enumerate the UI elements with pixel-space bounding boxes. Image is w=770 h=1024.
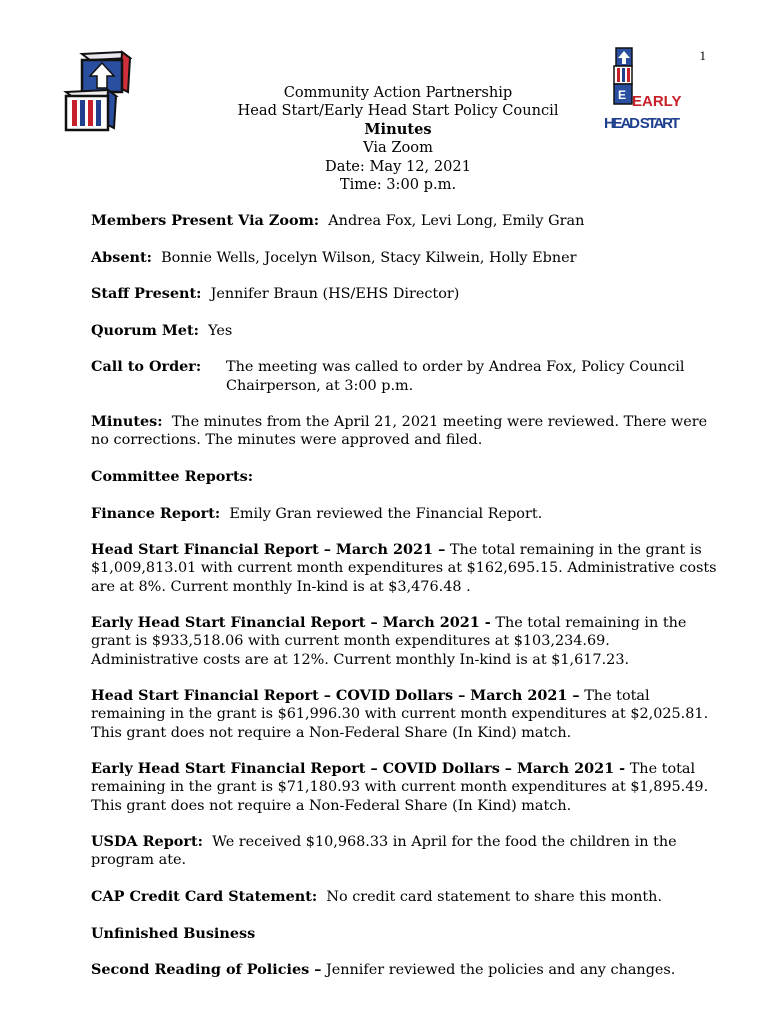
document-title: Minutes	[364, 120, 432, 138]
minutes-review: Minutes: The minutes from the April 21, 2021 meeting were reviewed. There were no corrections. The minutes were approved and filed.	[91, 413, 708, 449]
hs-financial-report: Head Start Financial Report – March 2021 – The total remaining in the grant is $1,009,813.01 with current month expenditures at $162,695.15. Administrative costs are at 8%. Current monthly In-kind is at $3,476.48 .	[91, 541, 717, 595]
unfinished-business-heading: Unfinished Business	[91, 924, 256, 942]
minutes-body	[91, 212, 717, 998]
document-header	[200, 84, 596, 194]
ehs-financial-report: Early Head Start Financial Report – March 2021 - The total remaining in the grant is $933,518.06 with current month expenditures at $103,234.69. Administrative costs are at 12%. Current monthly In-kind is at $1,617.23.	[91, 614, 687, 668]
logo-word-early: EARLY	[632, 93, 682, 110]
meeting-time: Time: 3:00 p.m.	[339, 176, 457, 194]
svg-text:E: E	[618, 88, 627, 102]
council-name: Head Start/Early Head Start Policy Council	[237, 102, 559, 120]
staff-present: Staff Present: Jennifer Braun (HS/EHS Director)	[91, 285, 460, 303]
cap-credit-card-statement: CAP Credit Card Statement: No credit card statement to share this month.	[91, 887, 663, 905]
second-reading-policies: Second Reading of Policies – Jennifer reviewed the policies and any changes.	[91, 961, 676, 979]
call-to-order: Call to Order: The meeting was called to order by Andrea Fox, Policy Council Chairperson, at 3:00 p.m.	[91, 358, 685, 394]
members-present: Members Present Via Zoom: Andrea Fox, Levi Long, Emily Gran	[91, 212, 585, 229]
ehs-covid-financial-report: Early Head Start Financial Report – COVID Dollars – March 2021 - The total remaining in the grant is $71,180.93 with current month expenditures at $1,895.49. This grant does not require a Non-Federal Share (In Kind) match.	[91, 760, 709, 814]
finance-report: Finance Report: Emily Gran reviewed the Financial Report.	[91, 504, 543, 522]
quorum-met: Quorum Met: Yes	[91, 321, 233, 339]
meeting-venue: Via Zoom	[363, 139, 433, 157]
meeting-date: Date: May 12, 2021	[325, 157, 471, 175]
usda-report: USDA Report: We received $10,968.33 in April for the food the children in the program ate.	[91, 833, 677, 869]
early-head-start-logo	[604, 46, 682, 138]
absent: Absent: Bonnie Wells, Jocelyn Wilson, Stacy Kilwein, Holly Ebner	[91, 248, 577, 266]
committee-reports-heading: Committee Reports:	[91, 467, 254, 485]
logo-word-head-start: HEAD START	[604, 115, 680, 132]
org-name: Community Action Partnership	[283, 84, 513, 101]
head-start-blocks-logo	[62, 50, 132, 132]
page-number: 1	[699, 48, 706, 63]
hs-covid-financial-report: Head Start Financial Report – COVID Dollars – March 2021 – The total remaining in the grant is $61,996.30 with current month expenditures at $2,025.81. This grant does not require a Non-Federal Share (In Kind) match.	[91, 687, 709, 741]
